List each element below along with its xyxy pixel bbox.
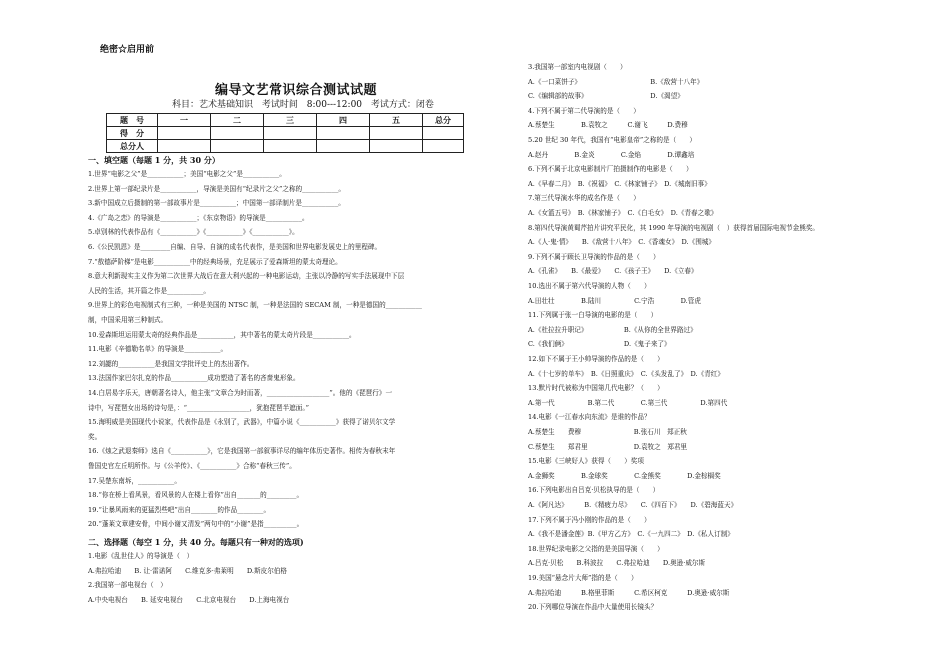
- question-line: C.《编辑部的故事》 D.《渴望》: [528, 92, 684, 101]
- question-line: A.《阿凡达》 B.《精疲力尽》 C.《四百下》 D.《碧海蓝天》: [528, 501, 738, 509]
- score-header-cell: 四: [317, 114, 370, 127]
- score-row: [107, 127, 464, 140]
- subject-text: 科目：艺术基础知识: [172, 100, 254, 110]
- question-line: A.赵丹 B.金炎 C.金焰 D.谭鑫培: [528, 150, 695, 159]
- score-cell[interactable]: [370, 140, 423, 153]
- question-line: A.田壮壮 B.陆川 C.宁浩 D.管虎: [528, 296, 701, 305]
- question-line: 人民的生活，其开篇之作是___________。: [88, 286, 210, 295]
- question-line: 19.“让暴风雨来的更猛烈些吧”出自________的作品________。: [88, 505, 271, 514]
- question-line: 1.世界“电影之父”是___________；美国“电影之父”是___________。: [88, 170, 286, 178]
- time-text: 考试时间 8:00---12:00: [261, 100, 363, 110]
- question-line: 鲁国史官左丘明所作。与《公羊传》、《___________》合称“春秋三传”。: [88, 462, 296, 470]
- question-line: 20.下列哪位导演在作品中大量使用长镜头？: [528, 603, 658, 612]
- score-table: [106, 113, 464, 153]
- question-line: 11.电影《辛德勒名单》的导演是___________。: [88, 345, 228, 354]
- question-line: 10.选出不属于第六代导演的人物（ ）: [528, 282, 651, 290]
- question-line: A.金狮奖 B.金球奖 C.金熊奖 D.金棕榈奖: [528, 471, 721, 480]
- question-line: 5.卓别林的代表作品有《___________》《___________》《___________》。: [88, 228, 299, 237]
- mode-text: 考试方式：闭卷: [370, 100, 434, 110]
- question-line: 18.世界纪录电影之父指的是美国导演（ ）: [528, 544, 664, 553]
- question-line: 7.“敖德萨阶梯”是电影___________中的经典场景，充足展示了爱森斯坦的蒙太奇理论。: [88, 257, 342, 266]
- score-cell[interactable]: [158, 127, 211, 140]
- score-row-label: 总分人: [107, 140, 158, 153]
- question-line: 14.白居易字乐天，唐朝著名诗人，他主张“文章合为时而著，___________________”。他的《琵琶行》一: [88, 389, 393, 397]
- question-line: A.《孔雀》 B.《最爱》 C.《孩子王》 D.《立春》: [528, 267, 698, 276]
- question-line: A.《人·鬼·情》 B.《敌营十八年》 C.《香魂女》 D.《围城》: [528, 238, 715, 247]
- question-line: 2.我国第一部电视台（ ）: [88, 581, 167, 590]
- score-header-cell: 二: [211, 114, 264, 127]
- exam-subtitle: [172, 97, 434, 110]
- score-row-label: 得 分: [107, 127, 158, 140]
- question-line: 15.海明威是美国现代小说家，代表作品是《永别了，武器》，中篇小说《___________》获得了诺贝尔文学: [88, 418, 396, 427]
- question-line: A.《女篮五号》 B.《林家铺子》 C.《白毛女》 D.《青春之歌》: [528, 209, 718, 217]
- question-line: 1.电影《乱世佳人》的导演是（ ）: [88, 552, 194, 560]
- question-line: 10.爱森斯坦运用蒙太奇的经典作品是___________，其中著名的蒙太奇片段是___________。: [88, 330, 356, 339]
- question-line: 3.我国第一部室内电视剧（ ）: [528, 63, 627, 71]
- score-row: [107, 140, 464, 153]
- question-line: A.蔡楚生 费穆 B.张石川 郑正秋: [528, 428, 687, 436]
- question-line: 4.《广岛之恋》的导演是___________；《东京物语》的导演是___________。: [88, 213, 309, 222]
- score-cell[interactable]: [423, 140, 464, 153]
- question-line: A.《杜拉拉升职记》 B.《从你的全世界路过》: [528, 325, 697, 334]
- question-line: 4.下列不属于第二代导演的是（ ）: [528, 106, 640, 115]
- question-line: A.蔡楚生 B.袁牧之 C.谢飞 D.费穆: [528, 121, 688, 130]
- score-header-cell: 三: [264, 114, 317, 127]
- question-line: 12.如下不属于王小帅导演的作品的是（ ）: [528, 355, 664, 363]
- question-line: A.弗拉哈迪 B.格里菲斯 C.希区柯克 D.奥逊·威尔斯: [528, 588, 730, 597]
- question-line: A.《十七岁的单车》 B.《日照重庆》 C.《头发乱了》 D.《青红》: [528, 369, 724, 378]
- score-cell[interactable]: [264, 127, 317, 140]
- question-line: 5.20 世纪 30 年代，我国有“电影皇帝”之称的是（ ）: [528, 136, 696, 144]
- question-line: 8.意大利新现实主义作为第二次世界大战后在意大利兴起的一种电影运动，主张以冷静的写实手法展现中下层: [88, 272, 405, 281]
- score-cell[interactable]: [423, 127, 464, 140]
- question-line: C.蔡楚生 郑君里 D.袁牧之 郑君里: [528, 442, 688, 451]
- question-line: 制，中国采用第三种制式。: [88, 316, 168, 324]
- confidential-label: 绝密☆启用前: [100, 45, 155, 55]
- question-line: 16.《烛之武退秦师》选自《___________》，它是我国第一部叙事详尽的编年体历史著作。相传为春秋末年: [88, 447, 396, 456]
- exam-title: 编导文艺常识综合测试试题: [215, 83, 378, 98]
- question-line: 7.第三代导演水华的成名作是（ ）: [528, 194, 640, 203]
- question-line: 12.刘勰的___________是我国文学批评史上的杰出著作。: [88, 359, 254, 368]
- score-header-cell: 总分: [423, 114, 464, 127]
- question-line: 17.下列不属于冯小刚的作品的是（ ）: [528, 515, 651, 524]
- question-line: 15.电影《三峡好人》获得（ ）奖项: [528, 457, 644, 466]
- score-cell[interactable]: [317, 140, 370, 153]
- question-line: 9.下列不属于顾长卫导演的作品的是（ ）: [528, 252, 660, 261]
- question-line: 6.下列不属于北京电影制片厂拍摄制作的电影是（ ）: [528, 165, 693, 174]
- question-line: 17.吴楚东南坼，___________。: [88, 476, 181, 485]
- question-line: 16.下列电影出自吕克·贝松执导的是（ ）: [528, 486, 660, 495]
- question-line: A.第一代 B.第二代 C.第三代 D.第四代: [528, 398, 728, 407]
- question-line: 6.《公民凯恩》是_________自编、自导、自演的成名代表作，是美国和世界电影发展史上的里程碑。: [88, 243, 382, 251]
- question-line: A.《早春二月》 B.《祝福》 C.《林家铺子》 D.《城南旧事》: [528, 179, 711, 188]
- question-line: 20.“蓬莱文章建安骨，中间小谢又清发”两句中的“小谢”是指__________。: [88, 520, 304, 529]
- score-header-cell: 五: [370, 114, 423, 127]
- question-line: 3.新中国成立后摄制的第一部故事片是___________；中国第一部译制片是___________。: [88, 199, 345, 208]
- question-line: A.《一口菜饼子》 B.《敌营十八年》: [528, 77, 704, 86]
- question-line: 13.法国作家巴尔扎克的作品___________成功塑造了著名的吝啬鬼形象。: [88, 374, 300, 383]
- question-line: 2.世界上第一部纪录片是___________，导演是美国有“纪录片之父”之称的___________。: [88, 184, 346, 193]
- score-cell[interactable]: [317, 127, 370, 140]
- question-line: 9.世界上的彩色电视制式有三种，一种是美国的 NTSC 制，一种是法国的 SECAM 制，一种是德国的___________: [88, 301, 422, 310]
- question-line: 11.下列属于张一白导演的电影的是（ ）: [528, 311, 658, 320]
- question-line: 14.电影《一江春水向东流》是谁的作品？: [528, 413, 651, 422]
- question-line: 18.“你在桥上看风景，看风景的人在楼上看你”出自_______的_________。: [88, 491, 304, 500]
- section-2-heading: 二、选择题（每空 1 分，共 40 分。每题只有一种对的选项): [88, 537, 304, 547]
- question-line: A.弗拉哈迪 B. 让·雷诺阿 C.维克多·弗莱明 D.斯皮尔伯格: [88, 566, 287, 575]
- question-line: 奖。: [88, 432, 102, 441]
- question-line: A.吕克·贝松 B.科波拉 C.弗拉哈迪 D.奥逊·威尔斯: [528, 559, 706, 568]
- question-line: 19.美国“悬念片大师”指的是（ ）: [528, 574, 638, 582]
- score-cell[interactable]: [370, 127, 423, 140]
- score-header-cell: 题 号: [107, 114, 158, 127]
- question-line: A.《我不是潘金莲》B.《甲方乙方》 C.《一九四二》 D.《私人订制》: [528, 530, 734, 539]
- score-header-row: [107, 114, 464, 127]
- score-cell[interactable]: [211, 140, 264, 153]
- section-1-heading: 一、填空题（每题 1 分，共 30 分）: [88, 155, 220, 165]
- question-line: C.《我们俩》 D.《鬼子来了》: [528, 340, 671, 349]
- question-line: A.中央电视台 B. 延安电视台 C.北京电视台 D.上海电视台: [88, 595, 290, 604]
- question-line: 诗中，写琵琶女出场的诗句是，：“___________________，犹抱琵琶半遮面。”: [88, 403, 310, 412]
- question-line: 13.默片时代被称为中国第几代电影？（ ）: [528, 384, 664, 393]
- score-cell[interactable]: [158, 140, 211, 153]
- question-line: 8.第四代导演黄蜀芹拍片讲究平民化，其 1990 年导演的电视剧（ ）获得首届国际电视节金熊奖。: [528, 223, 820, 232]
- score-header-cell: 一: [158, 114, 211, 127]
- score-cell[interactable]: [264, 140, 317, 153]
- score-cell[interactable]: [211, 127, 264, 140]
